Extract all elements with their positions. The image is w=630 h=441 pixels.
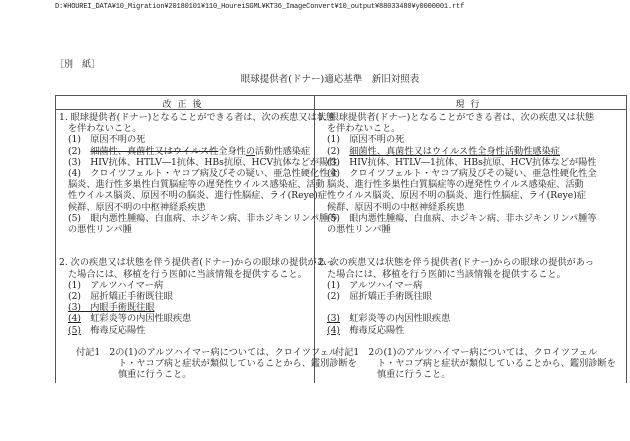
text-segment: 性ウイルス脳炎、原因不明の脳炎、進行性脳症、ライ(Reye)症 bbox=[327, 190, 587, 202]
current-column bbox=[318, 112, 624, 381]
text-line bbox=[59, 302, 313, 313]
text-segment: (2) bbox=[68, 145, 91, 157]
text-segment: (5) 眼内悪性腫瘍、白血病、ホジキン病、非ホジキンリンパ腫等 bbox=[327, 212, 597, 224]
text-line bbox=[59, 146, 313, 157]
text-line bbox=[318, 336, 624, 347]
text-line bbox=[318, 123, 624, 134]
text-line bbox=[318, 280, 624, 291]
annex-label: ［別 紙］ bbox=[55, 60, 101, 70]
text-segment: 脳炎、進行性多巣性白質脳症等の遅発性ウイルス感染症、活動 bbox=[68, 179, 325, 191]
text-segment: 付記1 2の(1)のアルツハイマー病については、クロイツフェル bbox=[335, 346, 598, 358]
text-line bbox=[318, 112, 624, 123]
text-segment: (2) 屈折矯正手術既往眼 bbox=[327, 291, 432, 302]
comparison-table bbox=[55, 95, 627, 383]
text-line bbox=[59, 134, 313, 145]
text-line bbox=[59, 179, 325, 191]
file-path: D:¥HOUREI_DATA¥10_Migration¥20180101¥110_HoureiSGML¥KT36_ImageConvert¥10_output¥88033480¥y0000001.rtf bbox=[55, 3, 465, 11]
column-divider bbox=[314, 96, 315, 383]
text-segment: (5) 眼内悪性腫瘍、白血病、ホジキン病、非ホジキンリンパ腫等 bbox=[68, 212, 338, 224]
text-segment: 候群、原因不明の中枢神経系疾患 bbox=[327, 201, 465, 213]
text-line bbox=[59, 235, 313, 246]
text-line bbox=[59, 246, 313, 257]
changed-text: (3) bbox=[327, 313, 341, 325]
table-header-row bbox=[56, 96, 626, 110]
text-segment: 活動性感染症 bbox=[255, 145, 311, 157]
text-segment: (4) クロイツフェルト・ヤコブ病及びその疑い、亜急性硬化性全 bbox=[327, 167, 597, 179]
text-line bbox=[318, 257, 624, 268]
text-line bbox=[318, 213, 624, 224]
text-segment: (4) クロイツフェルト・ヤコブ病及びその疑い、亜急性硬化性全 bbox=[68, 167, 338, 179]
text-segment: (1) 原因不明の死 bbox=[68, 134, 146, 146]
text-segment: 慎重に行うこと。 bbox=[118, 369, 192, 381]
text-line bbox=[59, 291, 313, 302]
text-segment: の悪性リンパ腫 bbox=[68, 223, 132, 235]
text-segment: の悪性リンパ腫 bbox=[327, 223, 391, 235]
text-line bbox=[59, 257, 336, 269]
text-segment: た場合には、移植を行う医師に当該情報を提供すること。 bbox=[327, 268, 566, 280]
text-segment: ト・ヤコブ病と症状が類似していることから、鑑別診断を bbox=[377, 358, 616, 370]
header-revised: 改正後 bbox=[162, 100, 208, 110]
text-line bbox=[59, 346, 339, 358]
text-line bbox=[318, 235, 624, 246]
text-line bbox=[318, 224, 624, 235]
text-segment: を伴わないこと。 bbox=[68, 123, 142, 135]
text-segment: ト・ヤコブ病と症状が類似していることから、鑑別診断を bbox=[118, 358, 357, 370]
text-line bbox=[59, 325, 313, 336]
text-line bbox=[318, 134, 624, 145]
text-line bbox=[318, 369, 624, 380]
text-segment: た場合には、移植を行う医師に当該情報を提供すること。 bbox=[68, 268, 307, 280]
text-segment: 2. 次の疾患又は状態を伴う提供者(ドナー)からの眼球の提供があっ bbox=[59, 257, 336, 269]
text-line bbox=[318, 269, 624, 280]
text-segment: 脳炎、進行性多巣性白質脳症等の遅発性ウイルス感染症、活動 bbox=[327, 179, 584, 191]
changed-text: (4) bbox=[327, 324, 341, 336]
text-segment: 梅毒反応陽性 bbox=[340, 324, 405, 336]
text-line bbox=[59, 202, 313, 213]
text-segment: 梅毒反応陽性 bbox=[81, 324, 146, 336]
text-line bbox=[318, 146, 624, 157]
changed-text: の bbox=[245, 145, 256, 157]
text-segment: (3) HIV抗体、HTLV―1抗体、HBs抗原、HCV抗体などが陽性 bbox=[68, 156, 338, 168]
text-line bbox=[59, 212, 338, 224]
changed-text: 細菌性、真菌性又はウイルス性全身性活動性感染症 bbox=[349, 145, 560, 157]
text-line bbox=[59, 269, 313, 280]
text-line bbox=[318, 291, 624, 302]
text-segment: 候群、原因不明の中枢神経系疾患 bbox=[68, 201, 206, 213]
text-segment: 虹彩炎等の内因性眼疾患 bbox=[81, 313, 192, 325]
text-line bbox=[59, 369, 313, 380]
text-segment: (1) アルツハイマー病 bbox=[327, 279, 423, 291]
text-line bbox=[59, 112, 336, 123]
text-segment: (1) 原因不明の死 bbox=[327, 134, 405, 146]
text-segment: (2) bbox=[327, 145, 350, 157]
text-line bbox=[318, 313, 624, 324]
text-line bbox=[59, 167, 338, 179]
changed-text: (4) bbox=[68, 313, 82, 325]
text-segment: 2. 次の疾患又は状態を伴う提供者(ドナー)からの眼球の提供があっ bbox=[318, 257, 595, 269]
revised-column bbox=[59, 112, 357, 381]
text-line bbox=[318, 168, 624, 179]
deleted-text: 細菌性、真菌性又はウイルス性 bbox=[90, 145, 219, 157]
text-segment: (2) 屈折矯正手術既往眼 bbox=[68, 291, 173, 302]
text-segment: 1. 眼球提供者(ドナー)となることができる者は、次の疾患又は状態 bbox=[318, 112, 595, 123]
text-line bbox=[318, 325, 624, 336]
text-line bbox=[318, 246, 624, 257]
text-line bbox=[59, 358, 357, 370]
text-segment: 慎重に行うこと。 bbox=[377, 369, 451, 381]
text-line bbox=[59, 190, 328, 202]
text-segment: 性ウイルス脳炎、原因不明の脳炎、進行性脳症、ライ(Reye)症 bbox=[68, 190, 328, 202]
text-segment: 1. 眼球提供者(ドナー)となることができる者は、次の疾患又は状態 bbox=[59, 112, 336, 123]
text-line bbox=[318, 157, 624, 168]
text-segment: 虹彩炎等の内因性眼疾患 bbox=[340, 313, 451, 325]
text-line bbox=[318, 347, 624, 358]
text-segment: 全身性 bbox=[218, 145, 246, 157]
text-segment: を伴わないこと。 bbox=[327, 123, 401, 135]
text-segment: 付記1 2の(1)のアルツハイマー病については、クロイツフェル bbox=[76, 346, 339, 358]
text-segment: (1) アルツハイマー病 bbox=[68, 279, 164, 291]
text-line bbox=[59, 336, 313, 347]
text-line bbox=[59, 280, 313, 291]
text-line bbox=[318, 190, 624, 201]
text-line bbox=[318, 302, 624, 313]
document-title: 眼球提供者(ドナー)適応基準 新旧対照表 bbox=[240, 74, 420, 85]
text-segment: (3) HIV抗体、HTLV―1抗体、HBs抗原、HCV抗体などが陽性 bbox=[327, 156, 597, 168]
text-line bbox=[318, 358, 624, 369]
text-line bbox=[59, 224, 313, 235]
text-line bbox=[318, 202, 624, 213]
changed-text: (5) bbox=[68, 324, 82, 336]
text-line bbox=[59, 313, 313, 324]
text-line bbox=[59, 156, 338, 168]
text-line bbox=[318, 179, 624, 190]
text-line bbox=[59, 123, 313, 134]
header-current: 現行 bbox=[455, 100, 486, 110]
changed-text: (3) 内眼手術既往眼 bbox=[68, 302, 155, 314]
